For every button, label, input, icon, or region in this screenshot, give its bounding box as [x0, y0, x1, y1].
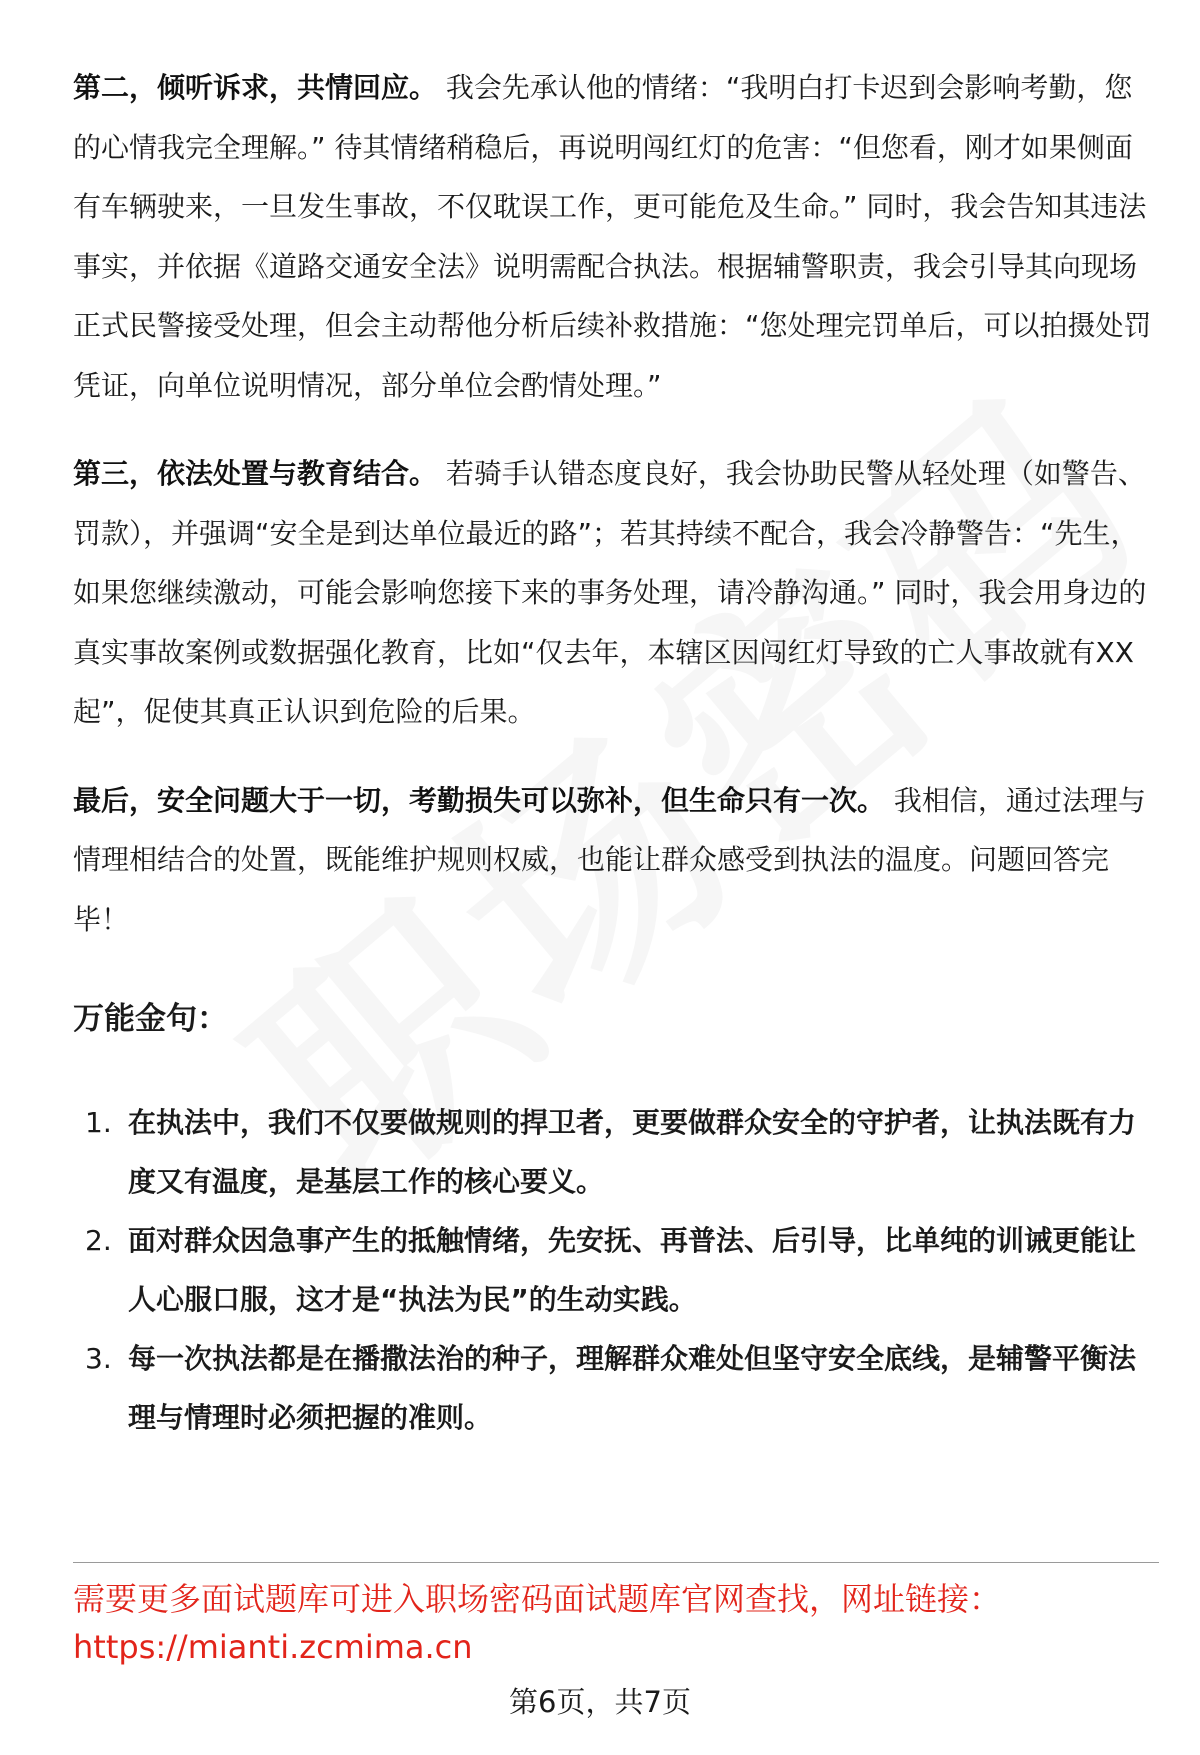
list-item: [73, 1211, 1159, 1329]
paragraph-second: [73, 58, 1159, 415]
document-page: [73, 58, 1159, 1447]
paragraph-lead: 最后，安全问题大于一切，考勤损失可以弥补，但生命只有一次。: [73, 783, 886, 817]
paragraph-final: [73, 771, 1159, 950]
list-text: 每一次执法都是在播撒法治的种子，理解群众难处但坚守安全底线，是辅警平衡法理与情理时必须把握的准则。: [128, 1342, 1137, 1434]
paragraph-third: [73, 444, 1159, 742]
footer-promo: [73, 1575, 1159, 1671]
list-text: 在执法中，我们不仅要做规则的捍卫者，更要做群众安全的守护者，让执法既有力度又有温度，是基层工作的核心要义。: [128, 1106, 1137, 1198]
paragraph-lead: 第二，倾听诉求，共情回应。: [73, 71, 438, 104]
promo-link[interactable]: https://mianti.zcmima.cn: [73, 1628, 473, 1666]
golden-sentences-heading: 万能金句：: [73, 1001, 228, 1037]
list-number: 3.: [85, 1342, 112, 1375]
paragraph-body: 我相信，通过法理与情理相结合的处置，既能维护规则权威，也能让群众感受到执法的温度。问题回答完毕！: [73, 783, 1146, 936]
list-number: 2.: [85, 1224, 112, 1257]
promo-text: 需要更多面试题库可进入职场密码面试题库官网查找，网址链接：: [73, 1580, 1002, 1618]
paragraph-lead: 第三，依法处置与教育结合。: [73, 457, 438, 490]
list-number: 1.: [85, 1106, 112, 1139]
page-number: 第6页，共7页: [509, 1685, 691, 1719]
footer-divider: [73, 1562, 1159, 1563]
list-item: [73, 1093, 1159, 1211]
paragraph-body: 我会先承认他的情绪：“我明白打卡迟到会影响考勤，您的心情我完全理解。” 待其情绪稍稳后，再说明闯红灯的危害：“但您看，刚才如果侧面有车辆驶来，一旦发生事故，不仅耽误工作，更可能危及生命。” 同时，我会告知其违法事实，并依据《道路交通安全法》说明需配合执法。根据辅警职责，我会引导其向现场正式民警接受处理，但会主动帮他分析后续补救措施：“您处理完罚单后，可以拍摄处罚凭证，向单位说明情况，部分单位会酌情处理。”: [73, 71, 1152, 402]
paragraph-body: 若骑手认错态度良好，我会协助民警从轻处理（如警告、罚款），并强调“安全是到达单位最近的路”；若其持续不配合，我会冷静警告：“先生，如果您继续激动，可能会影响您接下来的事务处理，请冷静沟通。” 同时，我会用身边的真实事故案例或数据强化教育，比如“仅去年，本辖区因闯红灯导致的亡人事故就有XX起”，促使其真正认识到危险的后果。: [73, 457, 1147, 728]
list-item: [73, 1329, 1159, 1447]
list-text: 面对群众因急事产生的抵触情绪，先安抚、再普法、后引导，比单纯的训诫更能让人心服口服，这才是“执法为民”的生动实践。: [128, 1224, 1137, 1316]
golden-sentences-list: [73, 1093, 1159, 1447]
